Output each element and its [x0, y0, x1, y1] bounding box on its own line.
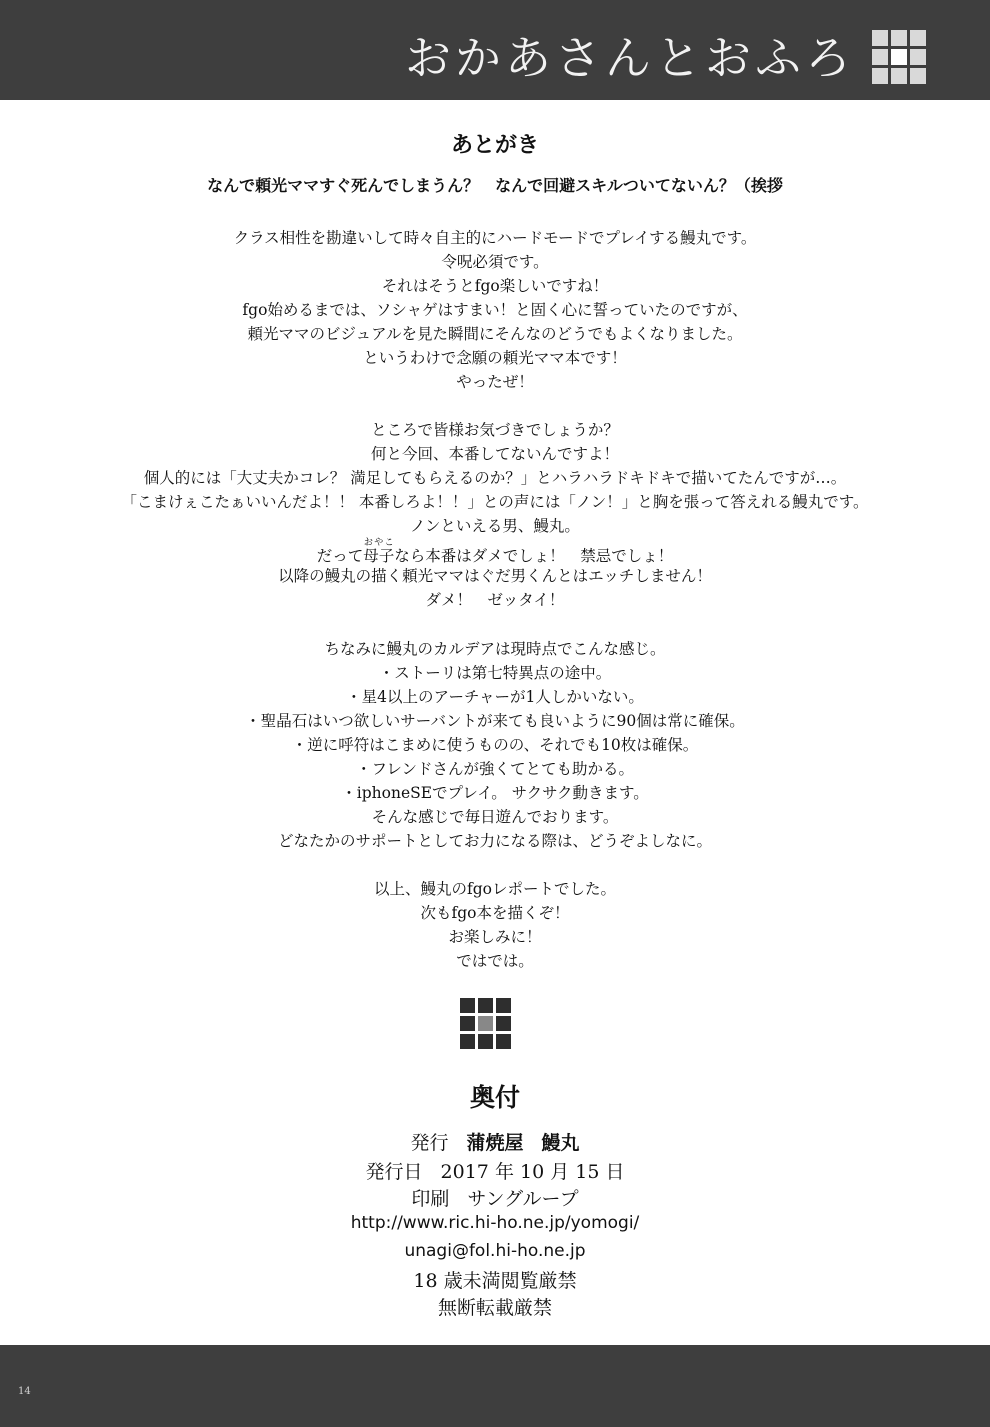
afterword-list-item: ・フレンドさんが強くてとても助かる。: [356, 760, 634, 778]
publisher-author: 鰻丸: [541, 1132, 580, 1154]
afterword-subtitle: なんで頼光ママすぐ死んでしまうん？ なんで回避スキルついてないん？（挨拶: [207, 176, 783, 195]
afterword-line: ノンといえる男、鰻丸。: [410, 517, 580, 535]
afterword-line: 頼光ママのビジュアルを見た瞬間にそんなのどうでもよくなりました。: [247, 325, 743, 343]
divider-emblem-icon: [460, 998, 511, 1049]
afterword-line: 「こまけぇこたぁいいんだよ！！ 本番しろよ！！」との声には「ノン！」と胸を張って答えれる鰻丸です。: [121, 493, 869, 511]
age-notice: 18 歳未満閲覧厳禁: [413, 1270, 577, 1292]
contact-email: unagi@fol.hi-ho.ne.jp: [404, 1241, 586, 1261]
colophon-date: [0, 1157, 990, 1184]
afterword-line: それはそうとfgo楽しいですね！: [381, 277, 609, 295]
afterword-list-item: ・iphoneSEでプレイ。 サクサク動きます。: [341, 784, 649, 802]
publisher-label: 発行: [410, 1132, 449, 1154]
afterword-line: ではでは。: [456, 952, 534, 970]
publisher-name: 蒲焼屋: [466, 1132, 524, 1154]
afterword-line: 以降の鰻丸の描く頼光ママはぐだ男くんとはエッチしません！: [278, 567, 712, 585]
ruby-base: 母子: [363, 547, 395, 565]
afterword-line: 以上、鰻丸のfgoレポートでした。: [374, 880, 616, 898]
footer-bar: [0, 1345, 990, 1427]
afterword-line: fgo始めるまでは、ソシャゲはすまい！と固く心に誓っていたのですが、: [242, 301, 748, 319]
reproduction-notice: 無断転載厳禁: [437, 1297, 552, 1319]
afterword-title: あとがき: [450, 133, 539, 158]
ruby-line-after: なら本番はダメでしょ！ 禁忌でしょ！: [394, 547, 674, 565]
afterword-list-item: ・逆に呼符はこまめに使うものの、それでも10枚は確保。: [291, 736, 699, 754]
book-title: おかあさんとおふろ: [405, 31, 855, 85]
ruby-line-before: だって: [316, 547, 364, 565]
date-label: 発行日: [365, 1161, 423, 1183]
colophon-title: 奥付: [469, 1083, 520, 1112]
afterword-list-item: ・ストーリは第七特異点の途中。: [378, 664, 612, 682]
afterword-line: ちなみに鰻丸のカルデアは現時点でこんな感じ。: [324, 640, 666, 658]
afterword-line: 次もfgo本を描くぞ！: [420, 904, 570, 922]
website-url: http://www.ric.hi-ho.ne.jp/yomogi/: [350, 1213, 640, 1233]
header-bar: [0, 0, 990, 100]
printer-value: サングループ: [467, 1188, 579, 1210]
afterword-line: クラス相性を勘違いして時々自主的にハードモードでプレイする鰻丸です。: [233, 229, 757, 247]
afterword-line: お楽しみに！: [448, 928, 542, 946]
colophon-printer: [0, 1184, 990, 1211]
afterword-list-item: ・聖晶石はいつ欲しいサーバントが来ても良いように90個は常に確保。: [245, 712, 745, 730]
afterword-line: ダメ！ ゼッタイ！: [425, 591, 565, 609]
afterword-line-with-ruby: [0, 538, 990, 566]
ruby-reading: おやこ: [363, 538, 395, 548]
ruby-word: [363, 538, 395, 565]
afterword-line: やったぜ！: [456, 373, 534, 391]
afterword-line: 何と今回、本番してないんですよ！: [370, 445, 619, 463]
afterword-line: 令呪必須です。: [441, 253, 549, 271]
afterword-line: ところで皆様お気づきでしょうか？: [371, 421, 619, 439]
printer-label: 印刷: [411, 1188, 450, 1210]
afterword-line: そんな感じで毎日遊んでおります。: [371, 808, 619, 826]
afterword-line: どなたかのサポートとしてお力になる際は、どうぞよしなに。: [277, 832, 712, 850]
page-number: 14: [18, 1386, 31, 1397]
date-value: 2017 年 10 月 15 日: [440, 1161, 625, 1183]
afterword-line: というわけで念願の頼光ママ本です！: [363, 349, 627, 367]
header-emblem-icon: [872, 30, 926, 84]
colophon-publisher: [0, 1128, 990, 1155]
afterword-line: 個人的には「大丈夫かコレ？ 満足してもらえるのか？」とハラハラドキドキで描いてたんですが…。: [143, 469, 847, 487]
afterword-list-item: ・星4以上のアーチャーが1人しかいない。: [346, 688, 644, 706]
